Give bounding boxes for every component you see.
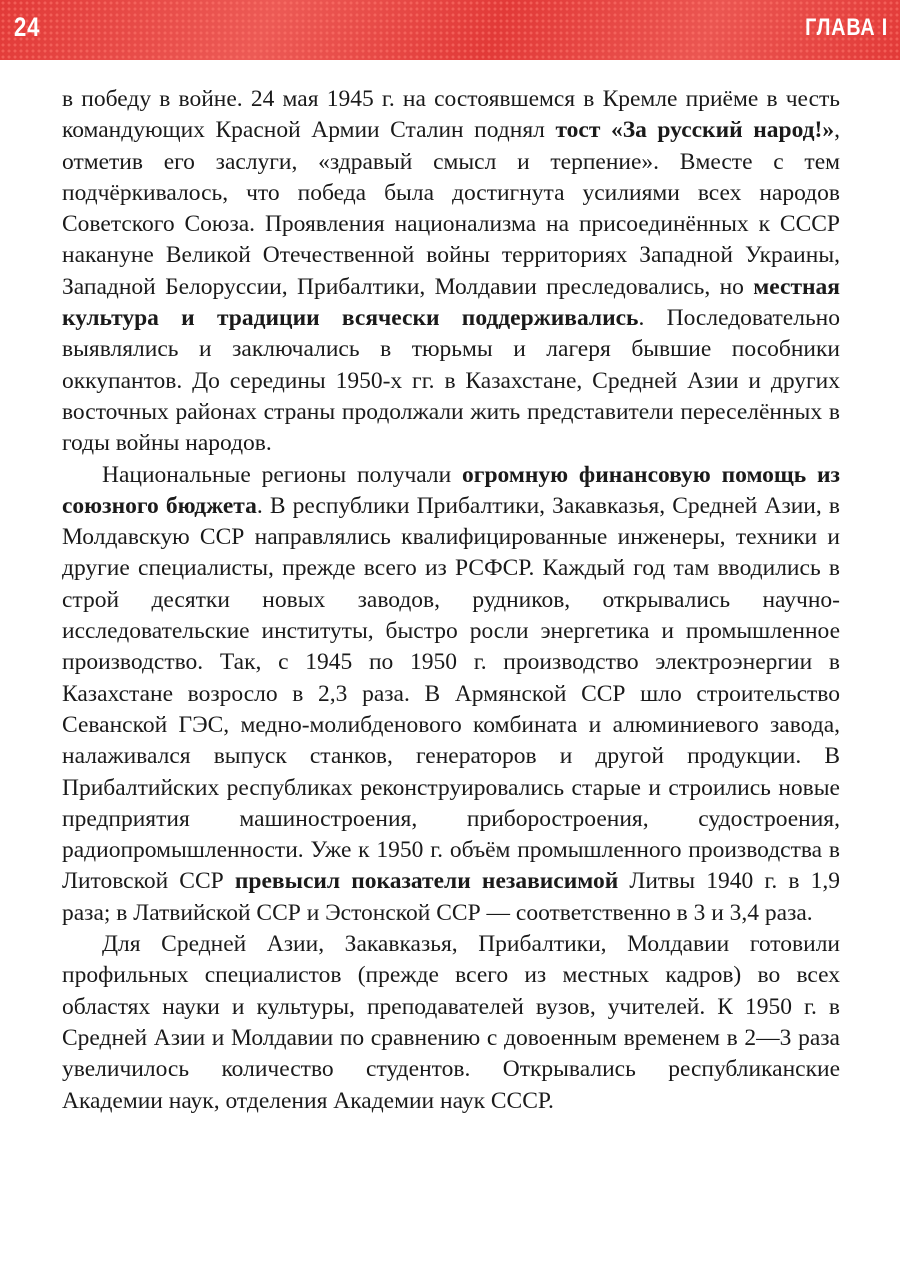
text-run: . Последовательно выявлялись и заключались в тюрьмы и лагеря бывшие пособники оккупантов. До середины 1950-х гг. в Казахстане, Средней Азии и других восточных районах страны продолжали жить представители переселённых в годы войны народов. xyxy=(62,305,840,457)
bold-text-run: огромную финансовую помощь из союзного бюджета xyxy=(62,461,840,519)
bold-text-run: местная культура и традиции всячески поддерживались xyxy=(62,273,840,332)
text-run: , отметив его заслуги, «здравый смысл и терпение». Вместе с тем подчёркивалось, что победа была достигнута усилиями всех народов Советского Союза. Проявления национализма на присоединённых к СССР накануне Великой Отечественной войны территориях Западной Украины, Западной Белоруссии, Прибалтики, Молдавии преследовались, но xyxy=(62,117,840,300)
bold-text-run: превысил показатели независимой xyxy=(234,868,619,895)
text-run: Литвы 1940 г. в 1,9 раза; в Латвийской ССР и Эстонской ССР — соответственно в 3 и 3,4 раза. xyxy=(62,868,840,926)
paragraph-3 xyxy=(62,929,840,1117)
text-run: в победу в войне. 24 мая 1945 г. на состоявшемся в Кремле приёме в честь командующих Красной Армии Сталин поднял xyxy=(62,86,840,144)
paragraph-2 xyxy=(62,460,840,929)
page-number: 24 xyxy=(14,12,41,42)
text-run: Для Средней Азии, Закавказья, Прибалтики, Молдавии готовили профильных специалистов (прежде всего из местных кадров) во всех областях науки и культуры, преподавателей вузов, учителей. К 1950 г. в Средней Азии и Молдавии по сравнению с довоенным временем в 2—3 раза увеличилось количество студентов. Открывались республиканские Академии наук, отделения Академии наук СССР. xyxy=(62,931,840,1114)
text-run: . В республики Прибалтики, Закавказья, Средней Азии, в Молдавскую ССР направлялись квалифицированные инженеры, техники и другие специалисты, прежде всего из РСФСР. Каждый год там вводились в строй десятки новых заводов, рудников, открывались научно-исследовательские институты, быстро росли энергетика и промышленное производство. Так, с 1945 по 1950 г. производство электроэнергии в Казахстане возросло в 2,3 раза. В Армянской ССР шло строительство Севанской ГЭС, медно-молибденового комбината и алюминиевого завода, налаживался выпуск станков, генераторов и другой продукции. В Прибалтийских республиках реконструировались старые и строились новые предприятия машиностроения, приборостроения, судостроения, радиопромышленности. Уже к 1950 г. объём промышленного производства в Литовской ССР xyxy=(62,492,840,895)
paragraph-1 xyxy=(62,84,840,460)
bold-text-run: тост «За русский народ!» xyxy=(555,117,835,144)
body-text xyxy=(62,84,840,1117)
chapter-label: ГЛАВА I xyxy=(805,14,888,41)
text-run: Национальные регионы получали xyxy=(102,461,463,488)
page-header xyxy=(0,0,900,60)
